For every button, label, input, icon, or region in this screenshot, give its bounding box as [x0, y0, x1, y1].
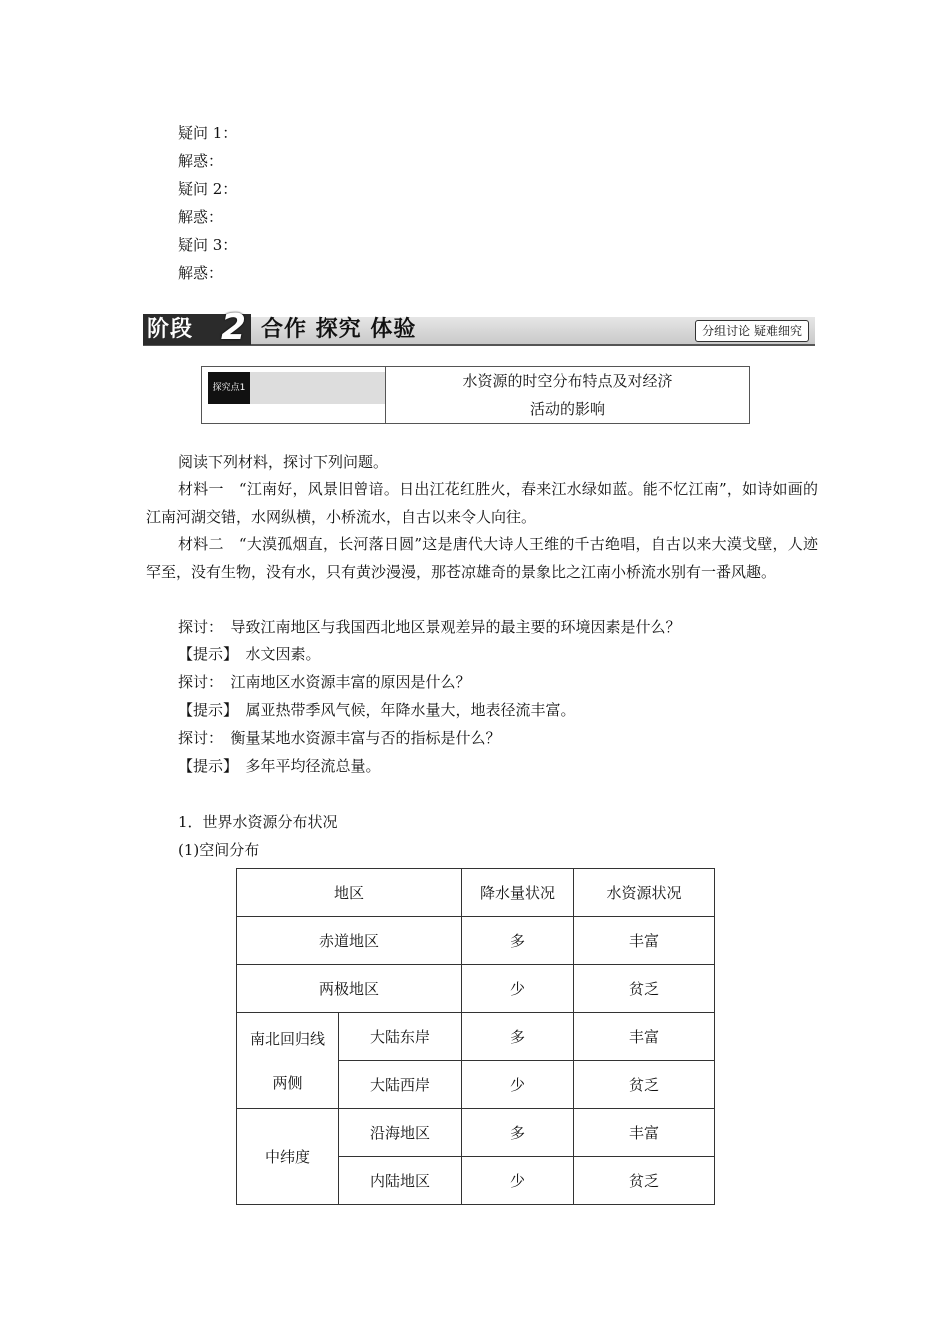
table-row [237, 917, 715, 965]
header-rain: 降水量状况 [462, 869, 574, 917]
explore-tag-area [208, 372, 386, 404]
cell-region: 赤道地区 [237, 917, 462, 965]
cell-water: 贫乏 [574, 1157, 715, 1205]
cell-rain: 少 [462, 965, 574, 1013]
header-water: 水资源状况 [574, 869, 715, 917]
cell-subregion: 大陆西岸 [339, 1061, 462, 1109]
table-row [237, 965, 715, 1013]
cell-rain: 多 [462, 917, 574, 965]
group-label-line1: 南北回归线 [249, 1029, 325, 1048]
cell-subregion: 沿海地区 [339, 1109, 462, 1157]
explore-title-line2: 活动的影响 [529, 400, 605, 418]
table-row [237, 1109, 715, 1157]
material-2: 材料二 “大漠孤烟直，长河落日圆”这是唐代大诗人王维的千古绝唱，自古以来大漠戈壁，人迹罕至，没有生物，没有水，只有黄沙漫漫，那苍凉雄奇的景象比之江南小桥流水别有一番风趣。 [146, 535, 818, 581]
group-label-line2: 两侧 [272, 1073, 303, 1092]
cell-water: 贫乏 [574, 965, 715, 1013]
cell-rain: 少 [462, 1157, 574, 1205]
question-3: 探讨： 衡量某地水资源丰富与否的指标是什么？ [178, 729, 501, 747]
explore-title-line1: 水资源的时空分布特点及对经济 [462, 372, 673, 390]
cell-water: 丰富 [574, 1109, 715, 1157]
cell-rain: 多 [462, 1013, 574, 1061]
hint-1: 【提示】 水文因素。 [178, 645, 321, 663]
header-region: 地区 [237, 869, 462, 917]
answer-1-label: 解惑： [178, 152, 224, 170]
cell-water: 贫乏 [574, 1061, 715, 1109]
distribution-table [236, 868, 715, 1205]
cell-region: 两极地区 [237, 965, 462, 1013]
explore-title [386, 367, 749, 423]
stage-label: 阶段 [143, 314, 251, 345]
table-header-row [237, 869, 715, 917]
group-label-midlat: 中纬度 [237, 1109, 339, 1205]
cell-subregion: 内陆地区 [339, 1157, 462, 1205]
hint-2: 【提示】 属亚热带季风气候，年降水量大，地表径流丰富。 [178, 701, 576, 719]
material-1: 材料一 “江南好，风景旧曾谙。日出江花红胜火，春来江水绿如蓝。能不忆江南”，如诗如画的江南河湖交错，水网纵横，小桥流水，自古以来令人向往。 [146, 480, 818, 526]
question-1: 探讨： 导致江南地区与我国西北地区景观差异的最主要的环境因素是什么？ [178, 618, 681, 636]
explore-tag: 探究点1 [208, 372, 250, 404]
section-heading: 1．世界水资源分布状况 [178, 813, 338, 831]
question-2: 探讨： 江南地区水资源丰富的原因是什么？ [178, 673, 471, 691]
explore-point-box [201, 366, 750, 424]
hint-3: 【提示】 多年平均径流总量。 [178, 757, 381, 775]
subsection-heading: (1)空间分布 [178, 841, 260, 859]
cell-rain: 少 [462, 1061, 574, 1109]
intro-text: 阅读下列材料，探讨下列问题。 [178, 453, 389, 471]
cell-subregion: 大陆东岸 [339, 1013, 462, 1061]
cell-water: 丰富 [574, 1013, 715, 1061]
question-3-label: 疑问 3： [178, 236, 238, 254]
answer-3-label: 解惑： [178, 264, 224, 282]
question-1-label: 疑问 1： [178, 124, 238, 142]
stage-banner [143, 307, 815, 348]
stage-number: 2 [221, 307, 247, 348]
table-row [237, 1013, 715, 1061]
cell-rain: 多 [462, 1109, 574, 1157]
answer-2-label: 解惑： [178, 208, 224, 226]
cell-water: 丰富 [574, 917, 715, 965]
stage-title: 合作 探究 体验 [261, 317, 417, 342]
stage-tag: 分组讨论 疑难细究 [695, 320, 809, 342]
question-2-label: 疑问 2： [178, 180, 238, 198]
group-label-tropics [237, 1013, 339, 1109]
